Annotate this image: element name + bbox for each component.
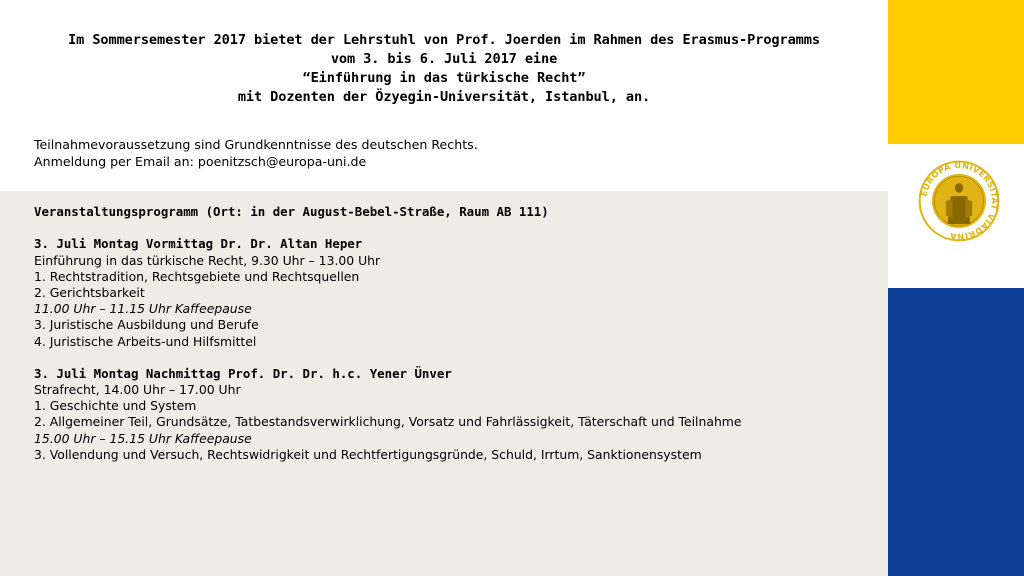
requirements-block [34, 136, 874, 170]
title-line: vom 3. bis 6. Juli 2017 eine [330, 51, 558, 67]
program-line: 4. Juristische Arbeits-und Hilfsmittel [34, 333, 257, 349]
coffee-break: 15.00 Uhr – 15.15 Uhr Kaffeepause [34, 430, 252, 446]
program-line: Strafrecht, 14.00 Uhr – 17.00 Uhr [34, 382, 241, 398]
coffee-break: 11.00 Uhr – 11.15 Uhr Kaffeepause [34, 301, 252, 317]
requirements-text: Teilnahmevoraussetzung sind Grundkenntnisse des deutschen Rechts. [34, 137, 478, 152]
sidebar-blue-band [888, 288, 1024, 576]
spacer [34, 350, 874, 366]
title-line: Im Sommersemester 2017 bietet der Lehrstuhl von Prof. Joerden im Rahmen des Erasmus-Programms [68, 32, 820, 48]
registration-text: Anmeldung per Email an: poenitzsch@europa-uni.de [34, 154, 367, 169]
sidebar-yellow-band [888, 0, 1024, 144]
program-line: Einführung in das türkische Recht, 9.30 Uhr – 13.00 Uhr [34, 252, 381, 268]
event-program [34, 204, 874, 463]
session-title: 3. Juli Montag Vormittag Dr. Dr. Altan Heper [34, 236, 363, 252]
program-line: 3. Vollendung und Versuch, Rechtswidrigkeit und Rechtfertigungsgründe, Schuld, Irrtum, Sanktionensystem [34, 446, 702, 462]
program-heading: Veranstaltungsprogramm (Ort: in der August-Bebel-Straße, Raum AB 111) [34, 204, 549, 219]
session-title: 3. Juli Montag Nachmittag Prof. Dr. Dr. h.c. Yener Ünver [34, 365, 452, 381]
announcement-title [0, 31, 888, 107]
title-line: mit Dozenten der Özyegin-Universität, Istanbul, an. [237, 89, 651, 105]
program-line: 1. Geschichte und System [34, 398, 197, 414]
university-seal-logo [918, 160, 1000, 242]
intro-section [0, 0, 888, 191]
program-line: 2. Allgemeiner Teil, Grundsätze, Tatbestandsverwirklichung, Vorsatz und Fahrlässigkeit, Täterschaft und Teilnahme [34, 414, 742, 430]
title-line: “Einführung in das türkische Recht” [302, 70, 586, 86]
program-line: 1. Rechtstradition, Rechtsgebiete und Rechtsquellen [34, 268, 360, 284]
brand-sidebar [888, 0, 1024, 576]
spacer [34, 220, 874, 236]
program-line: 2. Gerichtsbarkeit [34, 284, 145, 300]
seal-text: EUROPA UNIVERSITÄT VIADRINA [918, 160, 1000, 242]
program-line: 3. Juristische Ausbildung und Berufe [34, 317, 259, 333]
